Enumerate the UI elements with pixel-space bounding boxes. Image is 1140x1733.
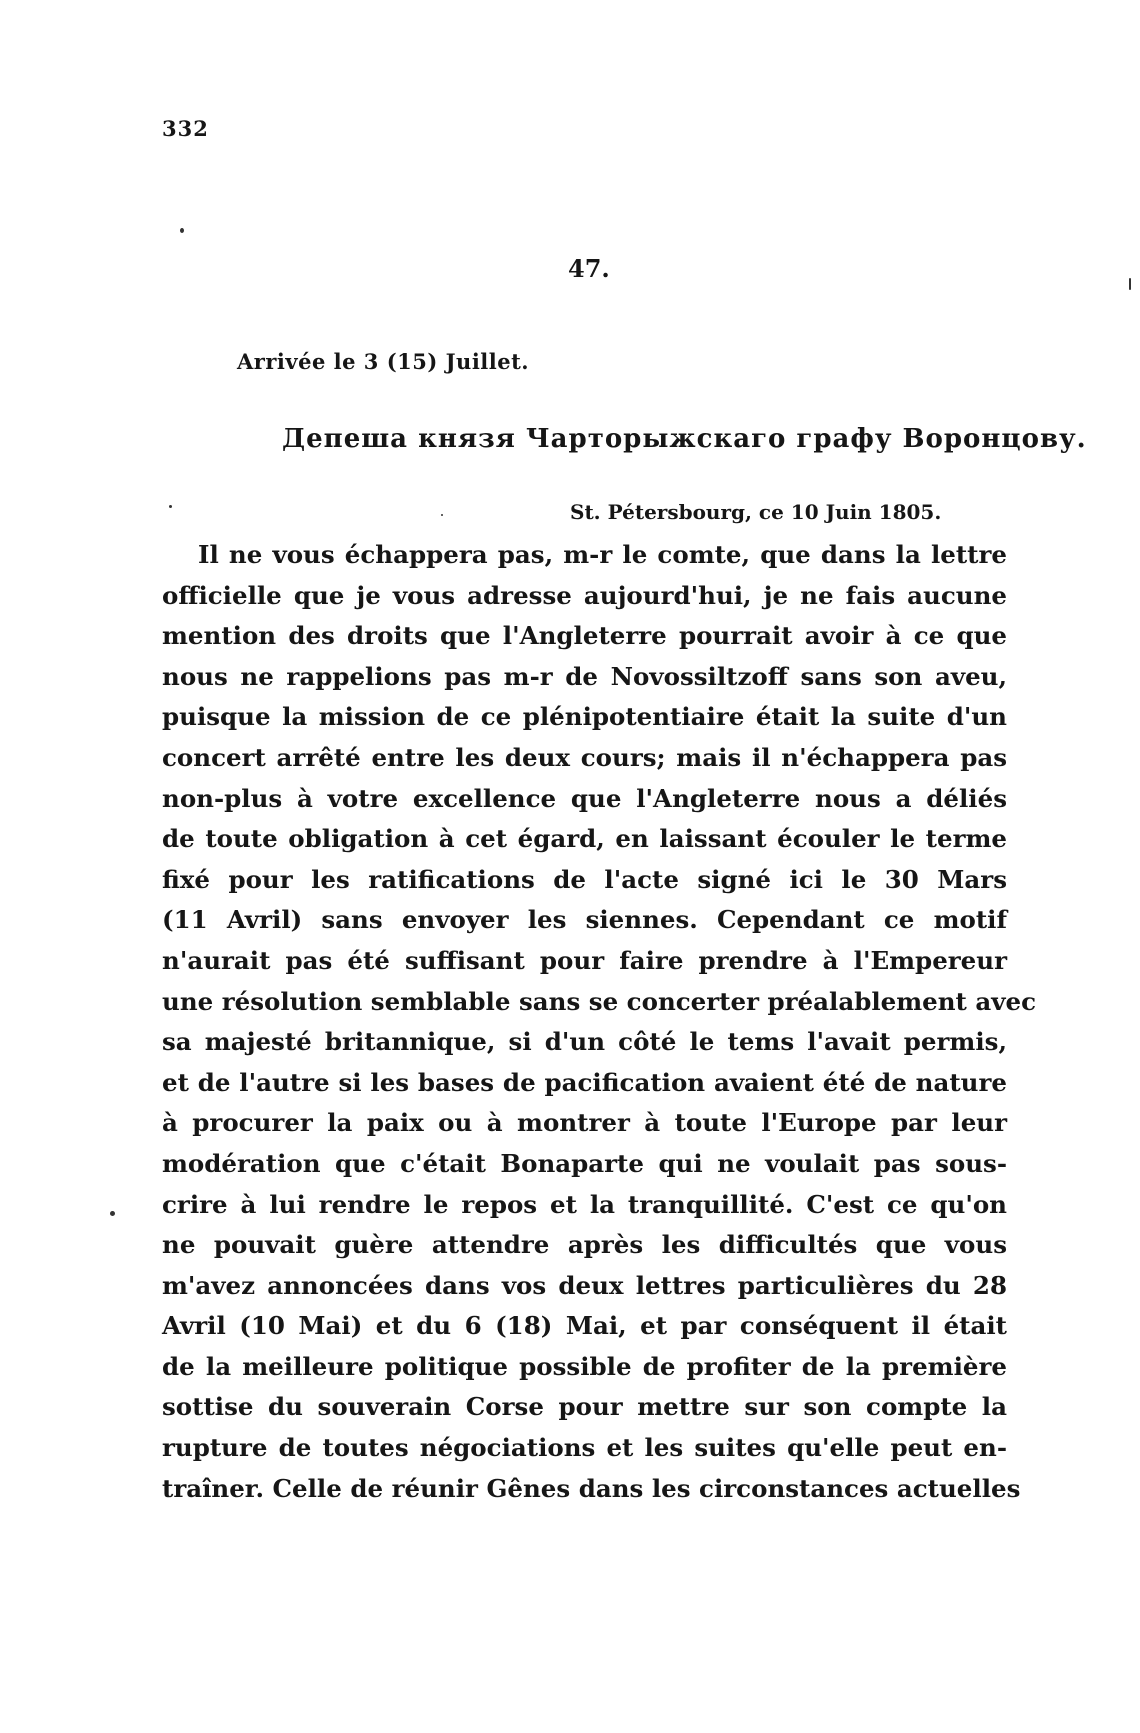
body-line: non-plus à votre excellence que l'Angleterre nous a déliés [162,783,1007,813]
body-line: m'avez annoncées dans vos deux lettres particulières du 28 [162,1270,1007,1300]
scan-speck [180,228,184,233]
scan-speck [169,505,172,508]
body-line: Avril (10 Mai) et du 6 (18) Mai, et par conséquent il était [162,1311,1007,1341]
body-line: une résolution semblable sans se concerter préalablement avec [162,986,1037,1016]
dispatch-heading: Депеша князя Чарторыжскаго графу Воронцову. [282,424,1087,454]
body-line: concert arrêté entre les deux cours; mais il n'échappera pas [162,742,1007,772]
scan-speck [110,1211,115,1216]
body-line: (11 Avril) sans envoyer les siennes. Cependant ce motif [162,905,1007,935]
body-line: nous ne rappelions pas m-r de Novossiltzoff sans son aveu, [162,661,1007,691]
page-number: 332 [162,116,209,141]
document-number: 47. [568,254,610,283]
body-line: Il ne vous échappera pas, m-r le comte, que dans la lettre [198,540,1007,569]
body-line: sa majesté britannique, si d'un côté le tems l'avait permis, [162,1027,1007,1057]
body-line: fixé pour les ratifications de l'acte signé ici le 30 Mars [162,864,1007,894]
body-line: ne pouvait guère attendre après les difficultés que vous [162,1230,1007,1260]
body-line: puisque la mission de ce plénipotentiaire était la suite d'un [162,702,1007,732]
body-line: rupture de toutes négociations et les suites qu'elle peut en- [162,1433,1007,1463]
body-line: officielle que je vous adresse aujourd'hui, je ne fais aucune [162,580,1007,610]
body-line: n'aurait pas été suffisant pour faire prendre à l'Empereur [162,945,1007,975]
body-text [162,535,1037,1509]
scan-speck [441,514,443,516]
body-line: mention des droits que l'Angleterre pourrait avoir à ce que [162,621,1007,651]
scan-speck [1129,278,1131,290]
body-line: à procurer la paix ou à montrer à toute l'Europe par leur [162,1108,1007,1138]
body-line: de toute obligation à cet égard, en laissant écouler le terme [162,824,1007,854]
body-line: et de l'autre si les bases de pacification avaient été de nature [162,1067,1007,1097]
body-line: crire à lui rendre le repos et la tranquillité. C'est ce qu'on [162,1189,1007,1219]
body-line: sottise du souverain Corse pour mettre sur son compte la [162,1392,1007,1422]
body-line: modération que c'était Bonaparte qui ne voulait pas sous- [162,1148,1007,1178]
body-line: traîner. Celle de réunir Gênes dans les circonstances actuelles [162,1473,1021,1503]
arrival-note: Arrivée le 3 (15) Juillet. [237,349,530,374]
body-line: de la meilleure politique possible de profiter de la première [162,1351,1007,1381]
dateline: St. Pétersbourg, ce 10 Juin 1805. [570,500,942,524]
